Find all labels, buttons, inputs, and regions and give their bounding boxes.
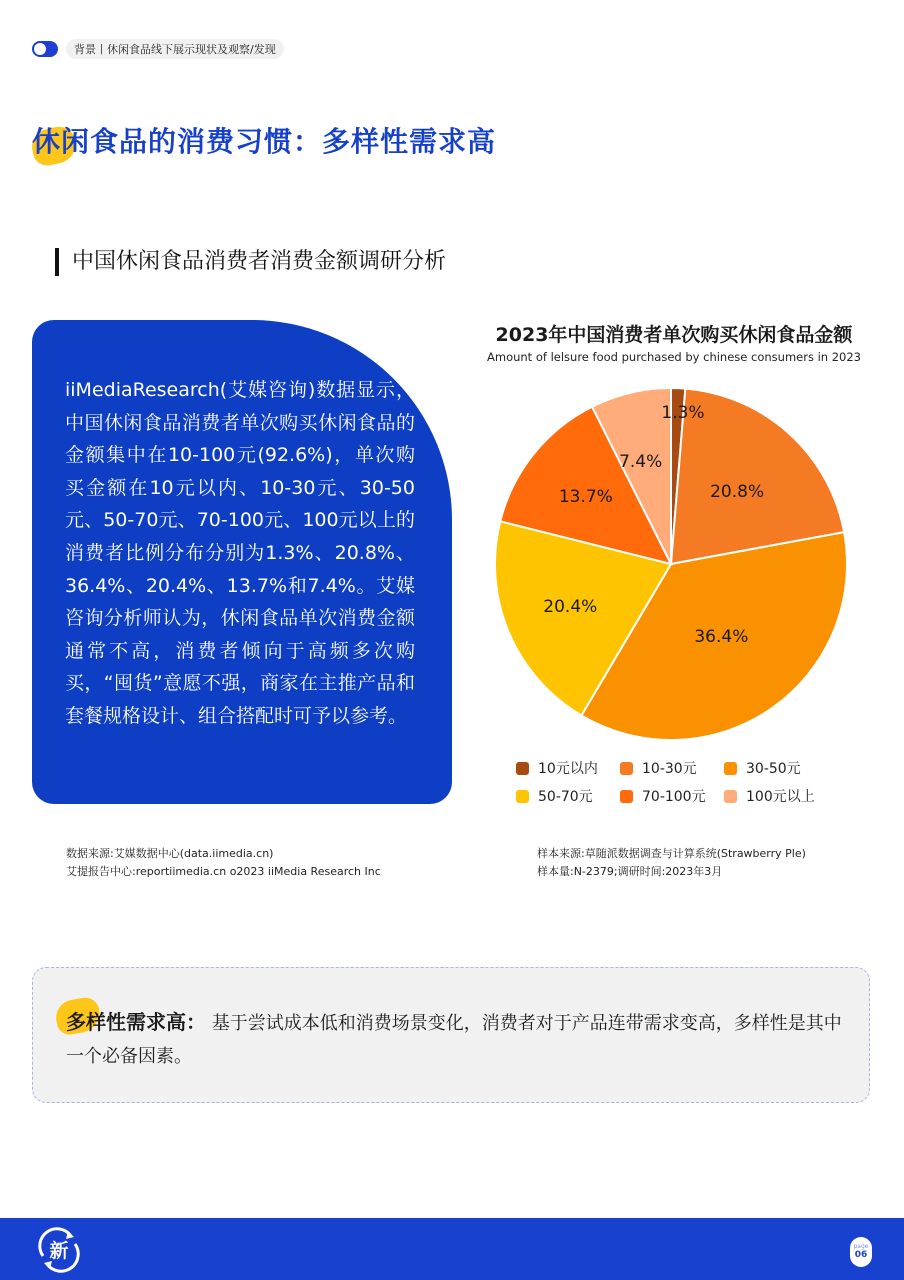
insight-text [66,1006,846,1073]
sample-line: 样本量:N-2379;调研时间:2023年3月 [537,865,723,878]
source-notes-right [537,845,806,881]
legend-label: 30-50元 [746,761,801,777]
summary-card-text: iiMediaResearch(艾媒咨询)数据显示，中国休闲食品消费者单次购买休闲食品的金额集中在10-100元(92.6%)，单次购买金额在10元以内、10-30元、30-50元、50-70元、70-100元、100元以上的消费者比例分布分别为1.3%、20.8%、36.4%、20.4%、13.7%和7.4%。艾媒咨询分析师认为，休闲食品单次消费金额通常不高，消费者倾向于高频多次购买，“囤货”意愿不强，商家在主推产品和套餐规格设计、组合搭配时可予以参考。 [65,379,415,727]
chart-legend [516,758,836,806]
legend-swatch [620,762,633,775]
insight-body: 基于尝试成本低和消费场景变化，消费者对于产品连带需求变高，多样性是其中一个必备因素。 [66,1013,842,1067]
chart-title: 2023年中国消费者单次购买休闲食品金额 [495,324,853,346]
legend-label: 70-100元 [642,789,706,805]
legend-swatch [620,790,633,803]
legend-item [620,758,724,778]
legend-label: 50-70元 [538,789,593,805]
section-heading: 中国休闲食品消费者消费金额调研分析 [72,249,447,274]
legend-label: 10元以内 [538,761,598,777]
page-label: page [853,1243,869,1250]
pie-data-label: 7.4% [619,452,663,473]
sample-line: 样本来源:草随派数据调查与计算系统(Strawberry Ple) [537,847,806,860]
pie-chart [494,387,848,741]
page-title-block [32,118,496,166]
page-number-badge [850,1237,872,1267]
breadcrumb-label: 背景丨休闲食品线下展示现状及观察/发现 [66,39,284,59]
legend-swatch [724,762,737,775]
section-marker [55,248,59,276]
legend-label: 100元以上 [746,789,815,805]
footer-bar [0,1218,904,1280]
source-notes-left [66,845,381,881]
legend-swatch [724,790,737,803]
pie-data-label: 13.7% [558,486,613,507]
chart-subtitle: Amount of lelsure food purchased by chinese consumers in 2023 [487,350,861,364]
legend-swatch [516,762,529,775]
logo-char: 新 [49,1240,69,1262]
page-title: 休闲食品的消费习惯：多样性需求高 [32,125,497,158]
legend-item [724,758,828,778]
legend-label: 10-30元 [642,761,697,777]
pie-data-label: 20.8% [710,481,765,502]
pie-data-label: 36.4% [694,627,749,648]
legend-item [516,758,620,778]
refresh-logo-icon [35,1226,83,1274]
legend-item [516,786,620,806]
legend-swatch [516,790,529,803]
source-line: 数据来源:艾媒数据中心(data.iimedia.cn) [66,847,274,860]
breadcrumb [32,39,284,59]
toggle-icon [32,41,58,57]
insight-heading: 多样性需求高： [66,1010,206,1034]
pie-data-label: 20.4% [543,597,598,618]
legend-item [620,786,724,806]
page-number: 06 [854,1250,868,1260]
source-line: 艾提报告中心:reportiimedia.cn o2023 iiMedia Research Inc [66,865,381,878]
legend-item [724,786,828,806]
pie-data-label: 1.3% [661,403,705,423]
